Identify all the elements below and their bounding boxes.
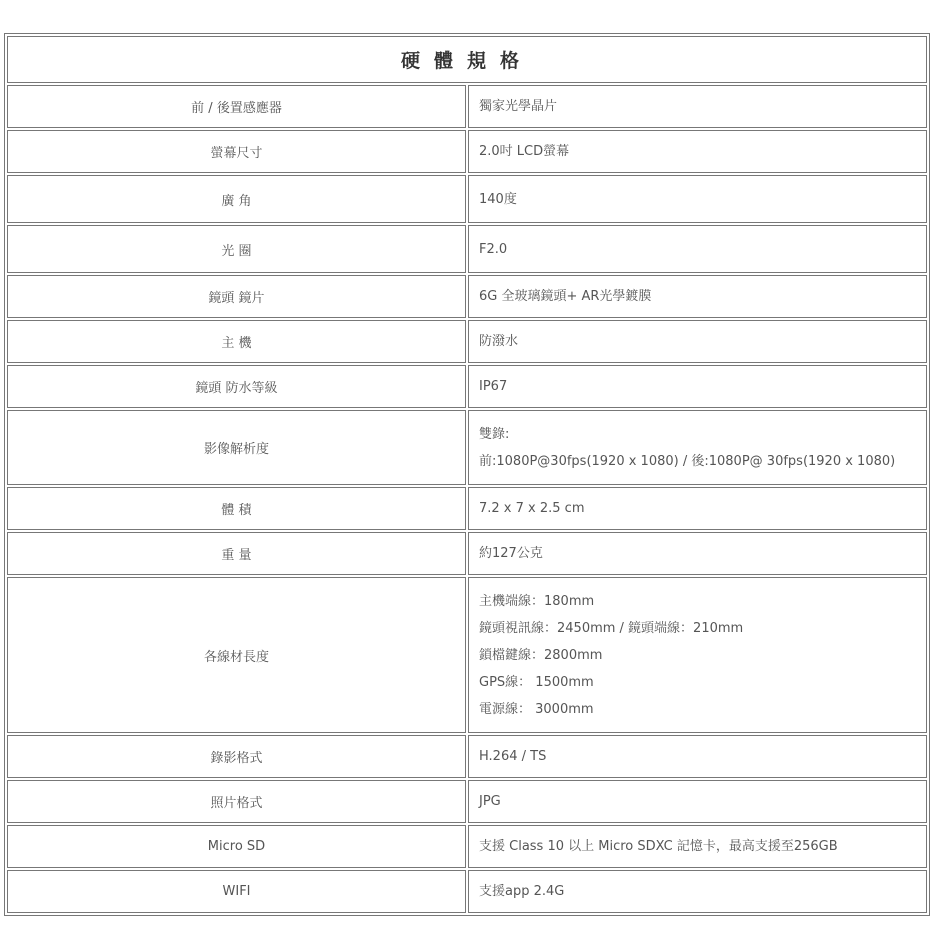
table-row xyxy=(7,870,927,913)
spec-label: 廣 角 xyxy=(7,175,466,223)
spec-value-line: 支援app 2.4G xyxy=(479,884,565,899)
spec-label: 鏡頭 鏡片 xyxy=(7,275,466,318)
spec-label: Micro SD xyxy=(7,825,466,868)
spec-label: 體 積 xyxy=(7,487,466,530)
spec-value xyxy=(468,365,927,408)
spec-value-line: 鎖檔鍵線：2800mm xyxy=(479,647,603,663)
spec-label: 重 量 xyxy=(7,532,466,575)
spec-value xyxy=(468,320,927,363)
table-row xyxy=(7,780,927,823)
spec-label: 鏡頭 防水等級 xyxy=(7,365,466,408)
spec-value xyxy=(468,275,927,318)
spec-label: 各線材長度 xyxy=(7,577,466,733)
table-row xyxy=(7,275,927,318)
table-row xyxy=(7,130,927,173)
table-row xyxy=(7,175,927,223)
table-row xyxy=(7,577,927,733)
table-row xyxy=(7,225,927,273)
spec-value xyxy=(468,870,927,913)
spec-label: 照片格式 xyxy=(7,780,466,823)
spec-label: 光 圈 xyxy=(7,225,466,273)
title-row xyxy=(7,36,927,83)
spec-value-line: F2.0 xyxy=(479,241,508,257)
spec-value-line: H.264 / TS xyxy=(479,749,547,764)
spec-value xyxy=(468,825,927,868)
spec-value xyxy=(468,175,927,223)
table-row xyxy=(7,532,927,575)
spec-label: 螢幕尺寸 xyxy=(7,130,466,173)
spec-value-line: JPG xyxy=(479,794,501,809)
spec-value xyxy=(468,735,927,778)
spec-value-line: 7.2 x 7 x 2.5 cm xyxy=(479,501,585,516)
spec-table xyxy=(4,33,930,916)
spec-value-line: IP67 xyxy=(479,379,508,394)
spec-value-line: 主機端線：180mm xyxy=(479,593,595,609)
spec-value-line: GPS線： 1500mm xyxy=(479,674,594,690)
table-row xyxy=(7,365,927,408)
table-title: 硬體規格 xyxy=(7,36,927,83)
table-row xyxy=(7,320,927,363)
spec-value-line: 防潑水 xyxy=(479,334,519,349)
spec-value xyxy=(468,130,927,173)
spec-value-line: 電源線： 3000mm xyxy=(479,701,594,717)
spec-label: WIFI xyxy=(7,870,466,913)
spec-value-line: 鏡頭視訊線：2450mm / 鏡頭端線：210mm xyxy=(479,620,744,636)
spec-value xyxy=(468,577,927,733)
table-row xyxy=(7,735,927,778)
table-row xyxy=(7,85,927,128)
spec-value xyxy=(468,780,927,823)
table-row xyxy=(7,825,927,868)
spec-label: 主 機 xyxy=(7,320,466,363)
spec-label: 影像解析度 xyxy=(7,410,466,485)
spec-value-line: 雙錄: xyxy=(479,426,510,442)
spec-value-line: 140度 xyxy=(479,191,517,207)
spec-label: 前 / 後置感應器 xyxy=(7,85,466,128)
spec-value xyxy=(468,85,927,128)
spec-value-line: 6G 全玻璃鏡頭+ AR光學鍍膜 xyxy=(479,289,652,304)
spec-label: 錄影格式 xyxy=(7,735,466,778)
table-row xyxy=(7,487,927,530)
table-row xyxy=(7,410,927,485)
spec-value-line: 支援 Class 10 以上 Micro SDXC 記憶卡，最高支援至256GB xyxy=(479,839,838,854)
spec-value xyxy=(468,410,927,485)
spec-value-line: 約127公克 xyxy=(479,546,543,561)
spec-value xyxy=(468,532,927,575)
spec-value-line: 前:1080P@30fps(1920 x 1080) / 後:1080P@ 30fps(1920 x 1080) xyxy=(479,453,896,469)
spec-value xyxy=(468,225,927,273)
spec-value xyxy=(468,487,927,530)
spec-value-line: 獨家光學晶片 xyxy=(479,99,558,114)
spec-value-line: 2.0吋 LCD螢幕 xyxy=(479,144,570,159)
